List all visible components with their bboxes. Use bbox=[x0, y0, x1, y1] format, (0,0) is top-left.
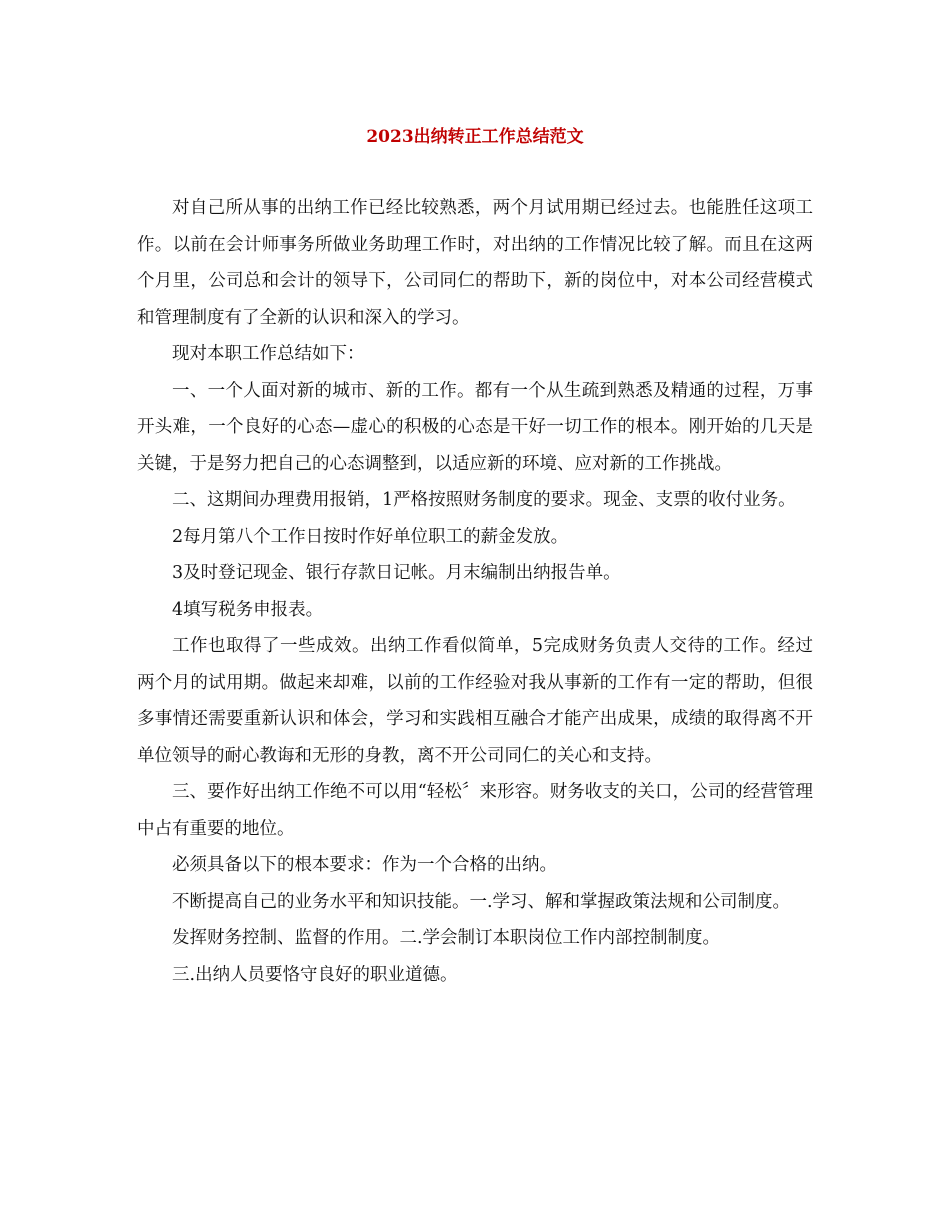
document-body bbox=[137, 190, 813, 993]
paragraph: 工作也取得了一些成效。出纳工作看似简单，5完成财务负责人交待的工作。经过两个月的试用期。做起来却难，以前的工作经验对我从事新的工作有一定的帮助，但很多事情还需要重新认识和体会，学习和实践相互融合才能产出成果，成绩的取得离不开单位领导的耐心教诲和无形的身教，离不开公司同仁的关心和支持。 bbox=[137, 636, 813, 766]
paragraph: 不断提高自己的业务水平和知识技能。一.学习、解和掌握政策法规和公司制度。 bbox=[172, 891, 791, 912]
paragraph: 发挥财务控制、监督的作用。二.学会制订本职岗位工作内部控制制度。 bbox=[172, 928, 721, 948]
paragraph: 一、一个人面对新的城市、新的工作。都有一个从生疏到熟悉及精通的过程，万事开头难，一个良好的心态—虚心的积极的心态是干好一切工作的根本。刚开始的几天是关键，于是努力把自己的心态调整到，以适应新的环境、应对新的工作挑战。 bbox=[137, 380, 813, 474]
paragraph: 必须具备以下的根本要求：作为一个合格的出纳。 bbox=[172, 855, 557, 875]
paragraph: 3及时登记现金、银行存款日记帐。月末编制出纳报告单。 bbox=[172, 563, 621, 583]
document-title: 2023出纳转正工作总结范文 bbox=[366, 127, 584, 147]
paragraph: 对自己所从事的出纳工作已经比较熟悉，两个月试用期已经过去。也能胜任这项工作。以前在会计师事务所做业务助理工作时，对出纳的工作情况比较了解。而且在这两个月里，公司总和会计的领导下，公司同仁的帮助下，新的岗位中，对本公司经营模式和管理制度有了全新的认识和深入的学习。 bbox=[137, 198, 813, 328]
paragraph: 现对本职工作总结如下： bbox=[172, 344, 365, 364]
paragraph: 三、要作好出纳工作绝不可以用“轻松〞来形容。财务收支的关口，公司的经营管理中占有重要的地位。 bbox=[137, 782, 813, 839]
paragraph: 2每月第八个工作日按时作好单位职工的薪金发放。 bbox=[172, 526, 569, 547]
paragraph: 4填写税务申报表。 bbox=[172, 599, 324, 620]
paragraph: 二、这期间办理费用报销，1严格按照财务制度的要求。现金、支票的收付业务。 bbox=[172, 490, 796, 510]
paragraph: 三.出纳人员要恪守良好的职业道德。 bbox=[172, 964, 458, 985]
